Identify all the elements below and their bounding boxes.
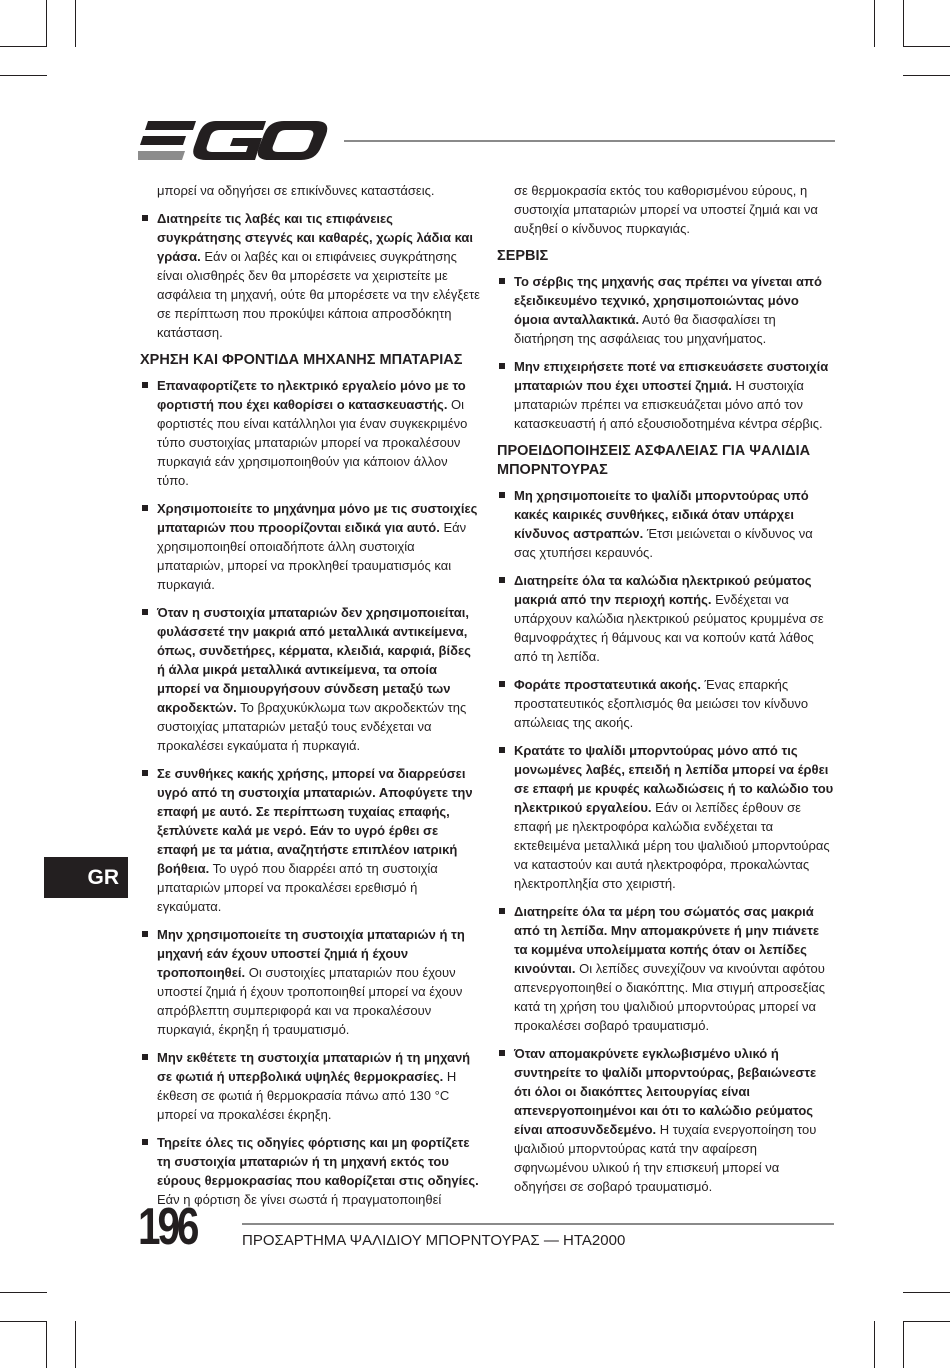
crop-mark	[874, 0, 875, 47]
bullet-bold: Όταν η συστοιχία μπαταριών δεν χρησιμοποιείται, φυλάσσετέ την μακριά από μεταλλικά αντικείμενα, όπως, συνδετήρες, κέρματα, κλειδιά, καρφιά, βίδες ή άλλα μικρά μεταλλικά αντικείμενα, τα οποία μπορεί να δημιουργήσουν σύνδεση μεταξύ των ακροδεκτών.	[157, 605, 471, 715]
bullet-bold: Μην επιχειρήσετε ποτέ να επισκευάσετε συστοιχία μπαταριών που έχει υποστεί ζημιά.	[514, 359, 829, 393]
bullet-item	[497, 272, 834, 348]
crop-mark	[903, 1321, 950, 1322]
bullet-bold: Σε συνθήκες κακής χρήσης, μπορεί να διαρρεύσει υγρό από τη συστοιχία μπαταριών. Αποφύγετε την επαφή με αυτό. Σε περίπτωση τυχαίας επαφής, ξεπλύνετε καλά με νερό. Εάν το υγρό έρθει σε επαφή με τα μάτια, αναζητήστε επιπλέον ιατρική βοήθεια.	[157, 766, 473, 876]
bullet-item	[497, 902, 834, 1035]
bullet-item	[140, 764, 480, 916]
section-heading: ΠΡΟΕΙΔΟΠΟΙΗΣΕΙΣ ΑΣΦΑΛΕΙΑΣ ΓΙΑ ΨΑΛΙΔΙΑ ΜΠΟΡΝΤΟΥΡΑΣ	[497, 443, 811, 478]
crop-mark	[874, 1321, 875, 1368]
page-number: 196	[138, 1198, 197, 1256]
bullet-text: Εάν η φόρτιση δε γίνει σωστά ή πραγματοποιηθεί	[157, 1192, 442, 1207]
bullet-item	[497, 571, 834, 666]
crop-mark	[75, 1321, 76, 1368]
bullet-text: Οι φορτιστές που είναι κατάλληλοι για έναν συγκεκριμένο τύπο συστοιχίας μπαταριών μπορεί να προκαλέσουν πυρκαγιά εάν χρησιμοποιηθούν για κάποιον άλλον τύπο.	[157, 397, 468, 488]
header-rule	[344, 140, 835, 142]
bullet-text: Ενδέχεται να υπάρχουν καλώδια ηλεκτρικού ρεύματος κρυμμένα σε θαμνοφράχτες ή θάμνους και να κοπούν κατά λάθος από τη λεπίδα.	[514, 592, 824, 664]
right-column	[497, 181, 834, 1205]
bullet-bold: Μην εκθέτετε τη συστοιχία μπαταριών ή τη μηχανή σε φωτιά ή υπερβολικά υψηλές θερμοκρασίες.	[157, 1050, 471, 1084]
bullet-text: Το βραχυκύκλωμα των ακροδεκτών της συστοιχίας μπαταριών μεταξύ τους ενδέχεται να προκαλέσει εγκαύματα ή πυρκαγιά.	[157, 700, 467, 753]
bullet-item	[497, 486, 834, 562]
bullet-text: Οι λεπίδες συνεχίζουν να κινούνται αφότου απενεργοποιηθεί ο διακόπτης. Μια στιγμή απροσεξίας κατά τη χρήση του ψαλιδιού μπορντούρας μπορεί να προκαλέσει σοβαρό τραυματισμό.	[514, 961, 826, 1033]
bullet-item	[140, 1048, 480, 1124]
bullet-text: Οι συστοιχίες μπαταριών που έχουν υποστεί ζημιά ή έχουν τροποποιηθεί μπορεί να έχουν απρόβλεπτη συμπεριφορά και να προκαλέσουν πυρκαγιά, έκρηξη ή τραυματισμό.	[157, 965, 463, 1037]
bullet-text: Η έκθεση σε φωτιά ή θερμοκρασία πάνω από 130 °C μπορεί να προκαλέσει έκρηξη.	[157, 1069, 457, 1122]
bullet-bold: Το σέρβις της μηχανής σας πρέπει να γίνεται από εξειδικευμένο τεχνικό, χρησιμοποιώντας μόνο όμοια ανταλλακτικά.	[514, 274, 822, 327]
crop-mark	[0, 46, 47, 47]
bullet-text: Η συστοιχία μπαταριών πρέπει να επισκευάζεται μόνο από τον κατασκευαστή ή από εξουσιοδοτημένα κέντρα σέρβις.	[514, 378, 823, 431]
crop-mark	[0, 1321, 47, 1322]
bullet-text: Το υγρό που διαρρέει από τη συστοιχία μπαταριών μπορεί να προκαλέσει ερεθισμό ή εγκαύματα.	[157, 861, 438, 914]
bullet-text: Εάν οι λαβές και οι επιφάνειες συγκράτησης είναι ολισθηρές δεν θα μπορέσετε να χειριστείτε με ασφάλεια τη μηχανή, ούτε θα μπορέσετε να την ελέγξετε σε περίπτωση που προκύψει κάποια απροσδόκητη κατάσταση.	[157, 249, 480, 340]
bullet-item	[497, 741, 834, 893]
ego-logo	[138, 119, 328, 163]
bullet-text: Αυτό θα διασφαλίσει τη διατήρηση της ασφάλειας του μηχανήματος.	[514, 312, 776, 346]
crop-mark	[903, 46, 950, 47]
bullet-text: Η τυχαία ενεργοποίηση του ψαλιδιού μπορντούρας κατά την αφαίρεση σφηνωμένου υλικού ή την επισκευή μπορεί να οδηγήσει σε σοβαρό τραυματισμό.	[514, 1122, 817, 1194]
bullet-text: Ένας επαρκής προστατευτικός εξοπλισμός θα μειώσει τον κίνδυνο απώλειας της ακοής.	[514, 677, 809, 730]
bullet-item	[140, 209, 480, 342]
crop-mark	[903, 1321, 904, 1368]
bullet-item	[140, 499, 480, 594]
crop-mark	[75, 0, 76, 47]
crop-mark	[903, 75, 950, 76]
bullet-item	[497, 357, 834, 433]
footer-title: ΠΡΟΣΑΡΤΗΜΑ ΨΑΛΙΔΙΟΥ ΜΠΟΡΝΤΟΥΡΑΣ — HTA2000	[242, 1232, 626, 1249]
bullet-text: Εάν οι λεπίδες έρθουν σε επαφή με ηλεκτροφόρα καλώδια ενδέχεται τα εκτεθειμένα μεταλλικά μέρη του ψαλιδιού μπορντούρας να καταστούν και αυτά ηλεκτροφόρα, προκαλώντας ηλεκτροπληξία στο χειριστή.	[514, 800, 830, 891]
bullet-item	[140, 376, 480, 490]
bullet-bold: Μη χρησιμοποιείτε το ψαλίδι μπορντούρας υπό κακές καιρικές συνθήκες, ειδικά όταν υπάρχει κίνδυνος αστραπών.	[514, 488, 809, 541]
bullet-item	[140, 603, 480, 755]
crop-mark	[903, 0, 904, 47]
bullet-bold: Μην χρησιμοποιείτε τη συστοιχία μπαταριών ή τη μηχανή εάν έχουν υποστεί ζημιά ή έχουν τροποποιηθεί.	[157, 927, 465, 980]
left-column	[140, 181, 480, 1218]
paragraph: μπορεί να οδηγήσει σε επικίνδυνες καταστάσεις.	[157, 183, 435, 198]
footer-rule	[242, 1223, 834, 1225]
language-tab-label: GR	[87, 865, 119, 889]
crop-mark	[903, 1292, 950, 1293]
paragraph: σε θερμοκρασία εκτός του καθορισμένου εύρους, η συστοιχία μπαταριών μπορεί να υποστεί ζημιά και να αυξηθεί ο κίνδυνος πυρκαγιάς.	[514, 183, 818, 236]
crop-mark	[46, 0, 47, 47]
bullet-bold: Επαναφορτίζετε το ηλεκτρικό εργαλείο μόνο με το φορτιστή που έχει καθορίσει ο κατασκευαστής.	[157, 378, 466, 412]
bullet-bold: Διατηρείτε όλα τα μέρη του σώματός σας μακριά από τη λεπίδα. Μην απομακρύνετε ή μην πιάνετε τα κομμένα υπολείμματα κοπής όταν οι λεπίδες κινούνται.	[514, 904, 820, 976]
bullet-bold: Κρατάτε το ψαλίδι μπορντούρας μόνο από τις μονωμένες λαβές, επειδή η λεπίδα μπορεί να έρθει σε επαφή με κρυφές καλωδιώσεις ή το καλώδιο του ηλεκτρικού εργαλείου.	[514, 743, 834, 815]
bullet-bold: Φοράτε προστατευτικά ακοής.	[514, 677, 701, 692]
section-heading: ΣΕΡΒΙΣ	[497, 248, 549, 264]
bullet-item	[140, 925, 480, 1039]
bullet-bold: Διατηρείτε όλα τα καλώδια ηλεκτρικού ρεύματος μακριά από την περιοχή κοπής.	[514, 573, 812, 607]
bullet-bold: Τηρείτε όλες τις οδηγίες φόρτισης και μη φορτίζετε τη συστοιχία μπαταριών ή τη μηχανή εκτός του εύρους θερμοκρασίας που καθορίζεται στις οδηγίες.	[157, 1135, 479, 1188]
bullet-bold: Διατηρείτε τις λαβές και τις επιφάνειες συγκράτησης στεγνές και καθαρές, χωρίς λάδια και γράσα.	[157, 211, 474, 264]
ego-logo-graphic	[138, 119, 328, 163]
bullet-text: Έτσι μειώνεται ο κίνδυνος να σας χτυπήσει κεραυνός.	[514, 526, 813, 560]
bullet-bold: Χρησιμοποιείτε το μηχάνημα μόνο με τις συστοιχίες μπαταριών που προορίζονται ειδικά για αυτό.	[157, 501, 478, 535]
bullet-text: Εάν χρησιμοποιηθεί οποιαδήποτε άλλη συστοιχία μπαταριών, μπορεί να προκληθεί τραυματισμός και πυρκαγιά.	[157, 520, 467, 592]
bullet-item	[497, 675, 834, 732]
bullet-bold: Όταν απομακρύνετε εγκλωβισμένο υλικό ή συντηρείτε το ψαλίδι μπορντούρας, βεβαιώνεστε ότι όλοι οι διακόπτες λειτουργίας είναι απενεργοποιημένοι και ότι το καλώδιο ρεύματος είναι αποσυνδεδεμένο.	[514, 1046, 817, 1137]
crop-mark	[46, 1321, 47, 1368]
crop-mark	[0, 75, 47, 76]
language-tab	[44, 857, 128, 898]
bullet-item	[497, 1044, 834, 1196]
section-heading: ΧΡΗΣΗ ΚΑΙ ΦΡΟΝΤΙΔΑ ΜΗΧΑΝΗΣ ΜΠΑΤΑΡΙΑΣ	[140, 352, 463, 368]
crop-mark	[0, 1292, 47, 1293]
